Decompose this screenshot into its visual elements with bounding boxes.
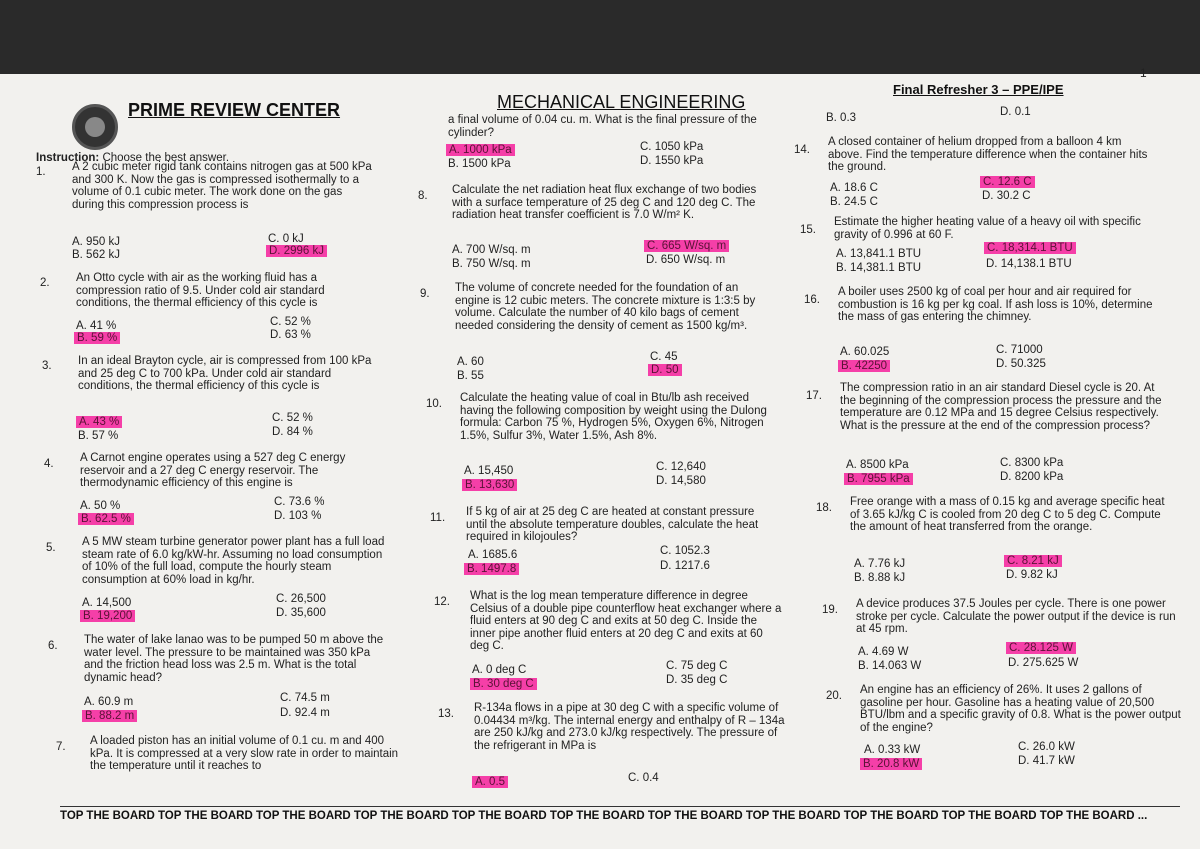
question-text: In an ideal Brayton cycle, air is compressed from 100 kPa and 25 deg C to 700 kPa. Under cold air standard conditions, the thermal efficiency of this cycle is <box>78 355 372 393</box>
option-a: A. 41 % <box>76 320 117 332</box>
option-c: C. 0.4 <box>628 772 659 784</box>
question-text: A device produces 37.5 Joules per cycle. There is one power stroke per cycle. Calculate the power output if the device is run at 45 rpm. <box>856 598 1176 636</box>
option-a: A. 4.69 W <box>858 646 909 658</box>
instruction-text: Choose the best answer. <box>99 152 230 164</box>
question-text: An Otto cycle with air as the working fluid has a compression ratio of 9.5. Under cold air standard conditions, the thermal efficiency of this cycle is <box>76 272 325 310</box>
question-number: 9. <box>420 288 430 300</box>
option-b-highlighted: B. 62.5 % <box>78 513 134 525</box>
question-text: Calculate the net radiation heat flux exchange of two bodies with a surface temperature of 25 deg C and 120 deg C. The radiation heat transfer coefficient is 7.0 W/m² K. <box>452 184 757 222</box>
exam-title: Final Refresher 3 – PPE/IPE <box>893 82 1064 97</box>
option-c: C. 52 % <box>270 316 311 328</box>
question-text: The volume of concrete needed for the foundation of an engine is 12 cubic meters. The concrete mixture is 1:3:5 by volume. Calculate the number of 40 kilo bags of cement needed considering the density of cement as 1500 kg/m³. <box>455 282 756 332</box>
option-d-highlighted: D. 50 <box>648 364 682 376</box>
option-c: C. 26,500 <box>276 593 326 605</box>
option-c: C. 8300 kPa <box>1000 457 1064 469</box>
option-a: A. 1685.6 <box>468 549 518 561</box>
center-name: PRIME REVIEW CENTER <box>128 100 341 120</box>
option-a: A. 60.9 m <box>84 696 134 708</box>
option-d: D. 650 W/sq. m <box>646 254 726 266</box>
option-d: D. 14,138.1 BTU <box>986 258 1072 270</box>
option-c: C. 45 <box>650 351 678 363</box>
option-c: C. 52 % <box>272 412 313 424</box>
instruction-label: Instruction: <box>36 152 100 164</box>
question-number: 7. <box>56 741 66 753</box>
question-number: 20. <box>826 690 842 702</box>
option-b: B. 57 % <box>78 430 119 442</box>
option-b-highlighted: B. 20.8 kW <box>860 758 922 770</box>
option-c-highlighted: C. 18,314.1 BTU <box>984 242 1076 254</box>
option-c: C. 1050 kPa <box>640 141 704 153</box>
option-b-highlighted: B. 59 % <box>74 332 120 344</box>
option-c: C. 12,640 <box>656 461 706 473</box>
option-b-highlighted: B. 13,630 <box>462 479 517 491</box>
option-c-highlighted: C. 28.125 W <box>1006 642 1076 654</box>
option-d: D. 14,580 <box>656 475 706 487</box>
option-d: D. 103 % <box>274 510 322 522</box>
option-d: D. 9.82 kJ <box>1006 569 1058 581</box>
question-number: 6. <box>48 640 58 652</box>
subject-title: MECHANICAL ENGINEERING <box>497 92 746 112</box>
question-number: 13. <box>438 708 454 720</box>
option-d-highlighted: D. 2996 kJ <box>266 245 327 257</box>
option-a-highlighted: A. 43 % <box>76 416 122 428</box>
question-text: A closed container of helium dropped from a balloon 4 km above. Find the temperature difference when the container hits the ground. <box>828 136 1148 174</box>
option-b-highlighted: B. 30 deg C <box>470 678 537 690</box>
option-d: D. 8200 kPa <box>1000 471 1064 483</box>
question-number: 3. <box>42 360 52 372</box>
question-text: The compression ratio in an air standard Diesel cycle is 20. At the beginning of the compression process the pressure and the temperature are 0.12 MPa and 15 degree Celsius respectively. What is the pressure at the end of the compression process? <box>840 382 1162 432</box>
option-c: C. 26.0 kW <box>1018 741 1075 753</box>
question-text: What is the log mean temperature difference in degree Celsius of a double pipe counterflow heat exchanger where a fluid enters at 90 deg C and exits at 50 deg C. Inside the inner pipe another fluid enters at 20 deg C and exits at 60 deg C. <box>470 590 782 653</box>
option-a: A. 8500 kPa <box>846 459 909 471</box>
question-text: A 2 cubic meter rigid tank contains nitrogen gas at 500 kPa and 300 K. Now the gas is compressed isothermally to a volume of 0.1 cubic meter. The work done on the gas during this compression process is <box>72 161 372 211</box>
question-text: A loaded piston has an initial volume of 0.1 cu. m and 400 kPa. It is compressed at a very slow rate in order to maintain the temperature until it reaches to <box>90 735 399 773</box>
option-c: C. 1052.3 <box>660 545 710 557</box>
question-number: 1. <box>36 166 46 178</box>
question-number: 2. <box>40 277 50 289</box>
option-b-highlighted: B. 88.2 m <box>82 710 137 722</box>
option-b: B. 8.88 kJ <box>854 572 906 584</box>
option-d: D. 30.2 C <box>982 190 1031 202</box>
option-d: D. 35 deg C <box>666 674 728 686</box>
question-text-continued: a final volume of 0.04 cu. m. What is the final pressure of the cylinder? <box>448 114 757 139</box>
option-a-highlighted: A. 1000 kPa <box>446 144 515 156</box>
question-number: 12. <box>434 596 450 608</box>
option-c: C. 74.5 m <box>280 692 330 704</box>
question-number: 11. <box>430 512 446 524</box>
question-text: An engine has an efficiency of 26%. It uses 2 gallons of gasoline per hour. Gasoline has a heating value of 20,500 BTU/lbm and a specific gravity of 0.8. What is the power output of the engine? <box>860 684 1181 734</box>
question-text: Free orange with a mass of 0.15 kg and average specific heat of 3.65 kJ/kg C is cooled from 20 deg C to 5 deg C. Compute the amount of heat transferred from the orange. <box>850 496 1165 534</box>
question-number: 4. <box>44 458 54 470</box>
option-a: A. 950 kJ <box>72 236 120 248</box>
option-d: D. 1217.6 <box>660 560 710 572</box>
option-c: C. 0 kJ <box>268 233 304 245</box>
option-c-highlighted: C. 12.6 C <box>980 176 1035 188</box>
question-number: 15. <box>800 224 816 236</box>
option-c: C. 73.6 % <box>274 496 325 508</box>
option-c: C. 71000 <box>996 344 1043 356</box>
exam-page <box>0 66 1200 849</box>
option-b: B. 24.5 C <box>830 196 878 208</box>
option-b: B. 14.063 W <box>858 660 922 672</box>
option-b-highlighted: B. 7955 kPa <box>844 473 913 485</box>
option-b: B. 0.3 <box>826 112 857 124</box>
question-text: If 5 kg of air at 25 deg C are heated at constant pressure until the absolute temperature doubles, calculate the heat required in kilojoules? <box>466 506 759 544</box>
question-number: 14. <box>794 144 810 156</box>
question-text: Calculate the heating value of coal in Btu/lb ash received having the following composition by weight using the Dulong formula: Carbon 75 %, Hydrogen 5%, Oxygen 6%, Nitrogen 1.5%, Sulfur 3%, Water 1.5%, Ash 8%. <box>460 392 767 442</box>
option-a: A. 50 % <box>80 500 121 512</box>
option-b-highlighted: B. 42250 <box>838 360 890 372</box>
option-b: B. 1500 kPa <box>448 158 511 170</box>
question-number: 19. <box>822 604 838 616</box>
option-d: D. 41.7 kW <box>1018 755 1075 767</box>
option-a: A. 7.76 kJ <box>854 558 906 570</box>
question-text: A Carnot engine operates using a 527 deg C energy reservoir and a 27 deg C energy reservoir. The thermodynamic efficiency of this engine is <box>80 452 346 490</box>
option-d: D. 50.325 <box>996 358 1046 370</box>
question-text: A boiler uses 2500 kg of coal per hour and air required for combustion is 16 kg per kg coal. If ash loss is 10%, determine the mass of gas entering the chimney. <box>838 286 1153 324</box>
option-c-highlighted: C. 8.21 kJ <box>1004 555 1062 567</box>
question-text: The water of lake lanao was to be pumped 50 m above the water level. The pressure to be maintained was 350 kPa and the friction head loss was 2.5 m. What is the total dynamic head? <box>84 634 384 684</box>
question-text: Estimate the higher heating value of a heavy oil with specific gravity of 0.996 at 60 F. <box>834 216 1141 241</box>
question-number: 8. <box>418 190 428 202</box>
option-d: D. 1550 kPa <box>640 155 704 167</box>
option-a: A. 0.33 kW <box>864 744 921 756</box>
question-number: 5. <box>46 542 56 554</box>
option-a: A. 13,841.1 BTU <box>836 248 922 260</box>
option-d: D. 0.1 <box>1000 106 1031 118</box>
option-b: B. 562 kJ <box>72 249 120 261</box>
option-d: D. 92.4 m <box>280 707 330 719</box>
question-number: 18. <box>816 502 832 514</box>
option-d: D. 63 % <box>270 329 311 341</box>
option-d: D. 84 % <box>272 426 313 438</box>
option-b: B. 750 W/sq. m <box>452 258 531 270</box>
question-text: R-134a flows in a pipe at 30 deg C with a specific volume of 0.04434 m³/kg. The internal energy and enthalpy of R – 134a are 250 kJ/kg and 273.0 kJ/kg respectively. The pressure of the refrigerant in MPa is <box>474 702 785 752</box>
option-a: A. 15,450 <box>464 465 514 477</box>
option-d: D. 35,600 <box>276 607 326 619</box>
question-text: A 5 MW steam turbine generator power plant has a full load steam rate of 6.0 kg/kW-hr. Assuming no load consumption of 10% of the full load, compute the hourly steam consumption at 60% load in kg/hr. <box>82 536 385 586</box>
option-b: B. 55 <box>457 370 484 382</box>
option-a: A. 60.025 <box>840 346 890 358</box>
option-c: C. 75 deg C <box>666 660 728 672</box>
option-a: A. 60 <box>457 356 484 368</box>
question-number: 10. <box>426 398 442 410</box>
question-number: 17. <box>806 390 822 402</box>
question-number: 16. <box>804 294 820 306</box>
option-d: D. 275.625 W <box>1008 657 1079 669</box>
option-b: B. 14,381.1 BTU <box>836 262 922 274</box>
option-b-highlighted: B. 19,200 <box>80 610 135 622</box>
school-logo-icon <box>72 104 118 150</box>
footer-banner: TOP THE BOARD TOP THE BOARD TOP THE BOARD TOP THE BOARD TOP THE BOARD TOP THE BOARD TOP THE BOARD TOP THE BOARD TOP THE BOARD TOP THE BOARD TOP THE BOARD ... <box>60 806 1180 822</box>
option-a: A. 700 W/sq. m <box>452 244 531 256</box>
option-a: A. 0 deg C <box>472 664 527 676</box>
option-a-highlighted: A. 0.5 <box>472 776 508 788</box>
option-c-highlighted: C. 665 W/sq. m <box>644 240 729 252</box>
option-a: A. 14,500 <box>82 597 132 609</box>
option-a: A. 18.6 C <box>830 182 878 194</box>
option-b-highlighted: B. 1497.8 <box>464 563 519 575</box>
page-number: 1 <box>1140 66 1147 80</box>
